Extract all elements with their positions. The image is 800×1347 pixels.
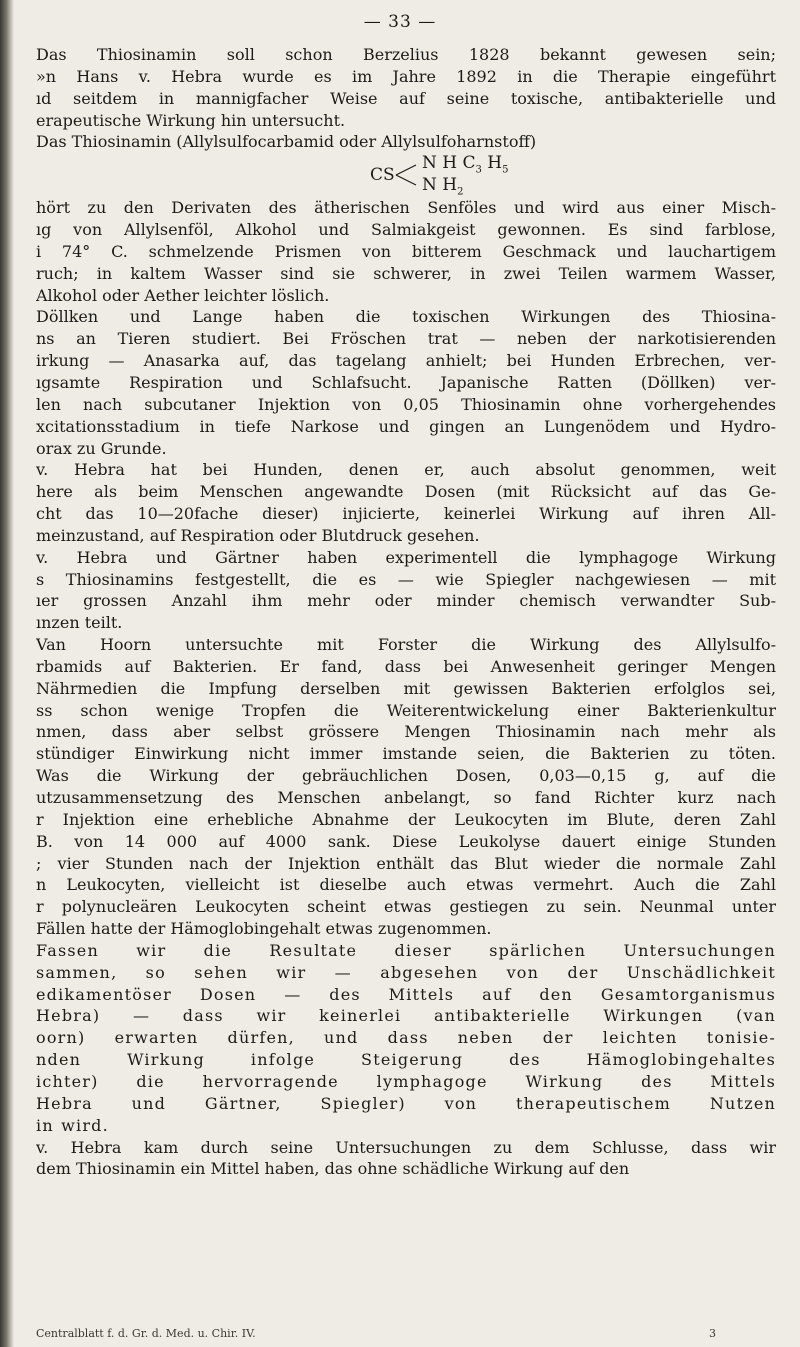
text-line: edikamentöser Dosen — des Mittels auf den Gesamtorganismus: [36, 984, 776, 1004]
text-line: cht das 10—20fache dieser) injicierte, keinerlei Wirkung auf ihren All-: [36, 504, 776, 524]
text-line: Alkohol oder Aether leichter löslich.: [36, 285, 330, 305]
text-line: sammen, so sehen wir — abgesehen von der Unschädlichkeit: [36, 962, 776, 982]
chemical-formula: [36, 153, 776, 197]
text-line: ıgsamte Respiration und Schlafsucht. Japanische Ratten (Döllken) ver-: [36, 372, 776, 392]
text-line: oorn) erwarten dürfen, und dass neben der leichten tonisie-: [36, 1028, 776, 1048]
binding-edge-shadow: [0, 0, 14, 1347]
text-line: Döllken und Lange haben die toxischen Wirkungen des Thiosina-: [36, 307, 776, 327]
text-line: rbamids auf Bakterien. Er fand, dass bei Anwesenheit geringer Mengen: [36, 656, 776, 676]
text-line: Was die Wirkung der gebräuchlichen Dosen, 0,03—0,15 g, auf die: [36, 766, 776, 786]
formula-top-group: N H $C_3$ $H_5$: [422, 153, 509, 176]
text-line: Fassen wir die Resultate dieser spärlichen Untersuchungen: [36, 940, 776, 960]
formula-cs: CS: [370, 165, 395, 186]
text-line: ınzen teilt.: [36, 613, 123, 633]
page-number: — 33 —: [363, 12, 437, 32]
text-line: v. Hebra kam durch seine Untersuchungen zu dem Schlusse, dass wir: [36, 1137, 776, 1157]
text-line: ıg von Allylsenföl, Alkohol und Salmiakgeist gewonnen. Es sind farblose,: [36, 220, 776, 240]
text-line: Van Hoorn untersuchte mit Forster die Wirkung des Allylsulfo-: [36, 635, 776, 655]
text-line: nden Wirkung infolge Steigerung des Hämoglobingehaltes: [36, 1050, 776, 1070]
text-line: ıer grossen Anzahl ihm mehr oder minder chemisch verwandter Sub-: [36, 591, 776, 611]
formula-bottom-group: N $H_2$: [422, 175, 464, 198]
text-line: v. Hebra und Gärtner haben experimentell die lymphagoge Wirkung: [36, 547, 776, 567]
text-line: B. von 14 000 auf 4000 sank. Diese Leukolyse dauert einige Stunden: [36, 831, 776, 851]
text-line: ruch; in kaltem Wasser sind sie schwerer, in zwei Teilen warmem Wasser,: [36, 263, 776, 283]
formula-bond-lines: [394, 161, 418, 189]
text-line: here als beim Menschen angewandte Dosen (mit Rücksicht auf das Ge-: [36, 482, 776, 502]
text-line: stündiger Einwirkung nicht immer imstande seien, die Bakterien zu töten.: [36, 744, 776, 764]
text-line: s Thiosinamins festgestellt, die es — wie Spiegler nachgewiesen — mit: [36, 569, 776, 589]
text-line: »n Hans v. Hebra wurde es im Jahre 1892 in die Therapie eingeführt: [36, 66, 776, 86]
body-text: [36, 44, 776, 1180]
text-line: dem Thiosinamin ein Mittel haben, das ohne schädliche Wirkung auf den: [36, 1159, 630, 1179]
text-line: xcitationsstadium in tiefe Narkose und gingen an Lungenödem und Hydro-: [36, 416, 776, 436]
text-line: n Leukocyten, vielleicht ist dieselbe auch etwas vermehrt. Auch die Zahl: [36, 875, 776, 895]
text-line: in wird.: [36, 1115, 109, 1135]
text-line: ns an Tieren studiert. Bei Fröschen trat — neben der narkotisierenden: [36, 329, 776, 349]
text-line: hört zu den Derivaten des ätherischen Senföles und wird aus einer Misch-: [36, 198, 776, 218]
text-line: ; vier Stunden nach der Injektion enthält das Blut wieder die normale Zahl: [36, 853, 776, 873]
text-line: Das Thiosinamin soll schon Berzelius 1828 bekannt gewesen sein;: [36, 45, 776, 64]
text-line: ıd seitdem in mannigfacher Weise auf seine toxische, antibakterielle und: [36, 88, 776, 108]
text-line: Nährmedien die Impfung derselben mit gewissen Bakterien erfolglos sei,: [36, 678, 776, 698]
text-line: meinzustand, auf Respiration oder Blutdruck gesehen.: [36, 525, 480, 545]
text-line: r Injektion eine erhebliche Abnahme der Leukocyten im Blute, deren Zahl: [36, 809, 776, 829]
text-line: i 74° C. schmelzende Prismen von bitterem Geschmack und lauchartigem: [36, 241, 776, 261]
text-line: ss schon wenige Tropfen die Weiterentwickelung einer Bakterienkultur: [36, 700, 776, 720]
text-line: orax zu Grunde.: [36, 438, 167, 458]
text-line: len nach subcutaner Injektion von 0,05 Thiosinamin ohne vorhergehendes: [36, 394, 776, 414]
main-paragraphs: [36, 197, 776, 1180]
text-line: Fällen hatte der Hämoglobingehalt etwas zugenommen.: [36, 919, 492, 939]
journal-signature: Centralblatt f. d. Gr. d. Med. u. Chir. IV.: [36, 1327, 256, 1340]
text-line: v. Hebra hat bei Hunden, denen er, auch absolut genommen, weit: [36, 460, 776, 480]
text-line: ichter) die hervorragende lymphagoge Wirkung des Mittels: [36, 1071, 776, 1091]
text-line: r polynucleären Leukocyten scheint etwas gestiegen zu sein. Neunmal unter: [36, 897, 776, 917]
text-line: Das Thiosinamin (Allylsulfocarbamid oder Allylsulfoharnstoff): [36, 132, 537, 152]
text-line: Hebra und Gärtner, Spiegler) von therapeutischem Nutzen: [36, 1093, 776, 1113]
sheet-signature: 3: [709, 1327, 716, 1340]
text-line: irkung — Anasarka auf, das tagelang anhielt; bei Hunden Erbrechen, ver-: [36, 351, 776, 371]
footer: [36, 1326, 776, 1342]
text-line: utzusammensetzung des Menschen anbelangt, so fand Richter kurz nach: [36, 788, 776, 807]
text-line: Hebra) — dass wir keinerlei antibakterielle Wirkungen (van: [36, 1006, 776, 1026]
text-line: nmen, dass aber selbst grössere Mengen Thiosinamin nach mehr als: [36, 722, 776, 742]
text-line: erapeutische Wirkung hin untersucht.: [36, 110, 346, 130]
